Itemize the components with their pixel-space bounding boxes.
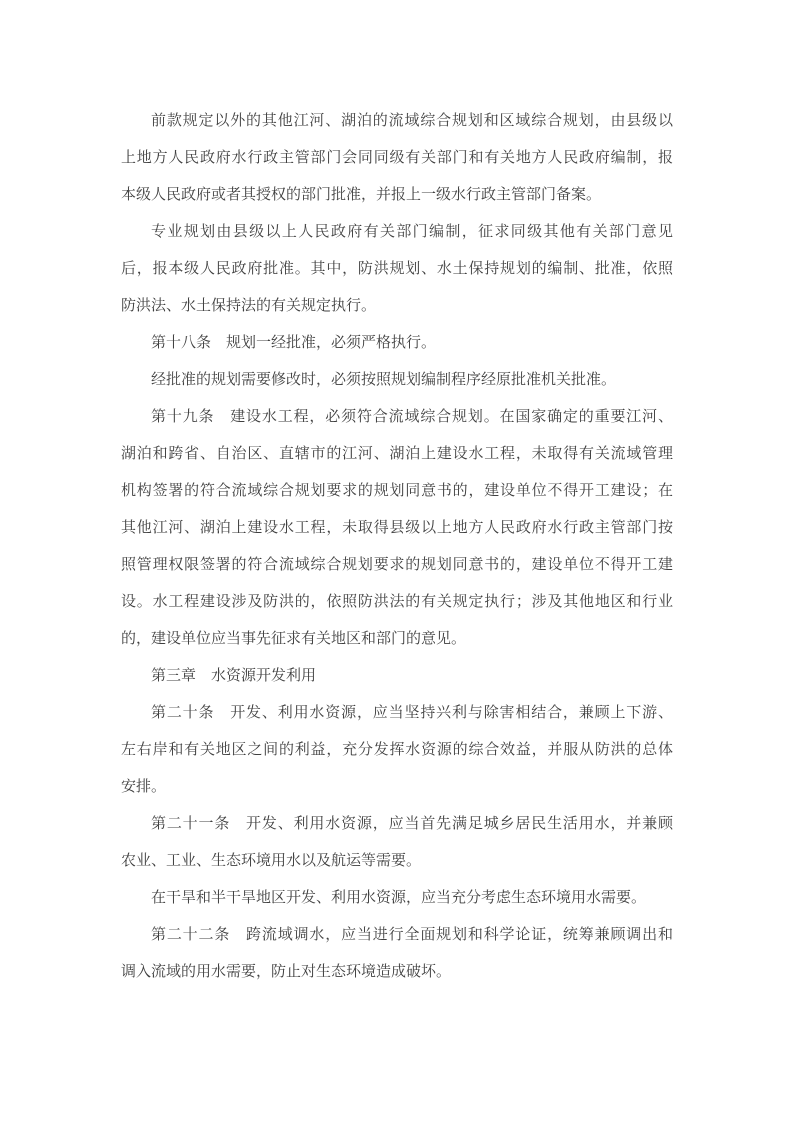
paragraph (121, 325, 673, 362)
text-line: 设。水工程建设涉及防洪的，依照防洪法的有关规定执行；涉及其他地区和行业 (121, 594, 673, 610)
text-line: 的，建设单位应当事先征求有关地区和部门的意见。 (121, 631, 467, 647)
paragraph (121, 806, 673, 880)
paragraph (121, 399, 673, 658)
chapter-heading-line: 第三章 水资源开发利用 (151, 668, 317, 684)
paragraph (121, 695, 673, 806)
text-line: 照管理权限签署的符合流域综合规划要求的规划同意书的，建设单位不得开工建 (121, 557, 673, 573)
text-line: 机构签署的符合流域综合规划要求的规划同意书的，建设单位不得开工建设；在 (121, 483, 673, 499)
text-line: 调入流域的用水需要，防止对生态环境造成破坏。 (121, 964, 452, 980)
text-line: 第二十条 开发、利用水资源，应当坚持兴利与除害相结合，兼顾上下游、 (151, 705, 673, 721)
text-line: 安排。 (121, 779, 167, 795)
text-line: 左右岸和有关地区之间的利益，充分发挥水资源的综合效益，并服从防洪的总体 (121, 742, 673, 758)
text-line: 前款规定以外的其他江河、湖泊的流域综合规划和区域综合规划，由县级以 (151, 113, 673, 129)
paragraph (121, 214, 673, 325)
text-line: 专业规划由县级以上人民政府有关部门编制，征求同级其他有关部门意见 (151, 224, 673, 240)
paragraph (121, 103, 673, 214)
text-line: 第二十一条 开发、利用水资源，应当首先满足城乡居民生活用水，并兼顾 (151, 816, 673, 832)
text-line: 防洪法、水土保持法的有关规定执行。 (121, 298, 377, 314)
text-line: 后，报本级人民政府批准。其中，防洪规划、水土保持规划的编制、批准，依照 (121, 261, 673, 277)
document-text-block (121, 103, 673, 991)
text-line: 第十九条 建设水工程，必须符合流域综合规划。在国家确定的重要江河、 (151, 409, 673, 425)
text-line: 第二十二条 跨流域调水，应当进行全面规划和科学论证，统筹兼顾调出和 (151, 927, 673, 943)
text-line: 经批准的规划需要修改时，必须按照规划编制程序经原批准机关批准。 (151, 372, 617, 388)
text-line: 第十八条 规划一经批准，必须严格执行。 (151, 335, 437, 351)
paragraph (121, 917, 673, 991)
text-line: 农业、工业、生态环境用水以及航运等需要。 (121, 853, 422, 869)
chapter-heading (121, 658, 673, 695)
text-line: 其他江河、湖泊上建设水工程，未取得县级以上地方人民政府水行政主管部门按 (121, 520, 673, 536)
paragraph (121, 362, 673, 399)
paragraph (121, 880, 673, 917)
text-line: 上地方人民政府水行政主管部门会同同级有关部门和有关地方人民政府编制，报 (121, 150, 673, 166)
text-line: 在干旱和半干旱地区开发、利用水资源，应当充分考虑生态环境用水需要。 (151, 890, 647, 906)
text-line: 湖泊和跨省、自治区、直辖市的江河、湖泊上建设水工程，未取得有关流域管理 (121, 446, 673, 462)
text-line: 本级人民政府或者其授权的部门批准，并报上一级水行政主管部门备案。 (121, 187, 602, 203)
